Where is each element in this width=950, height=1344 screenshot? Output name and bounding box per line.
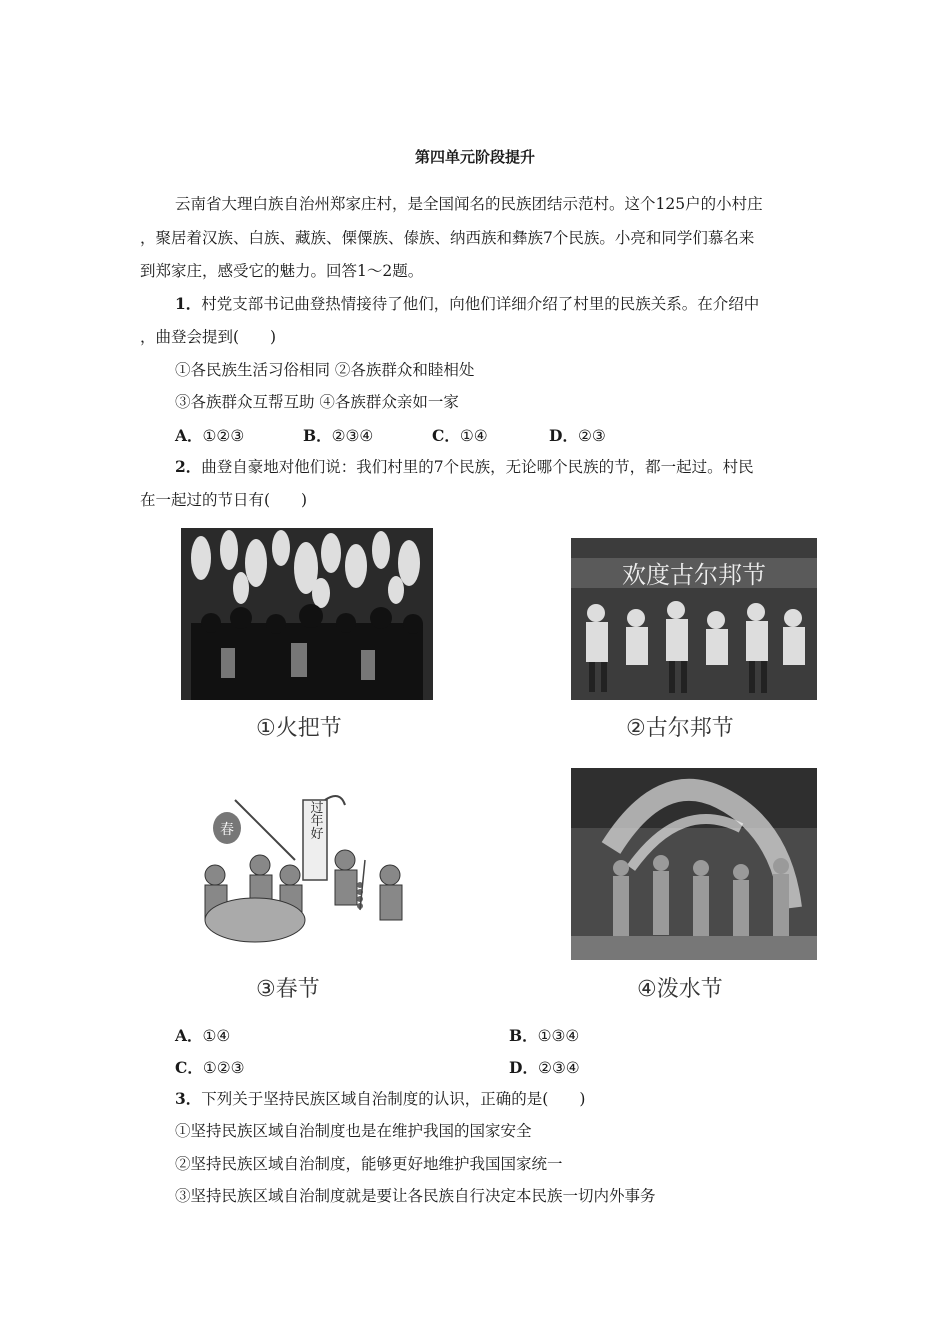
question-2-option-a[interactable] [175, 1024, 230, 1046]
flag-text: 过年好 [307, 800, 323, 840]
option-letter: B． [303, 426, 332, 445]
option-text: ①③④ [537, 1027, 580, 1045]
spring-festival-drawing [185, 780, 435, 960]
question-2-option-d[interactable] [509, 1056, 580, 1078]
torch-festival-photo [181, 528, 433, 700]
option-text: ①④ [202, 1027, 231, 1045]
intro-line-2: ，聚居着汉族、白族、藏族、傈僳族、傣族、纳西族和彝族7个民族。小亮和同学们慕名来 [140, 229, 755, 247]
question-1-option-c[interactable] [432, 424, 488, 446]
question-1-stem: 村党支部书记曲登热情接待了他们，向他们详细介绍了村里的民族关系。在介绍中 [201, 295, 760, 313]
question-3-item-3: ③坚持民族区域自治制度就是要让各民族自行决定本民族一切内外事务 [175, 1187, 656, 1205]
question-1-option-a[interactable] [175, 424, 244, 446]
question-2-line-2: 在一起过的节日有( ) [140, 491, 308, 509]
question-3-item-2: ②坚持民族区域自治制度，能够更好地维护我国国家统一 [175, 1155, 563, 1173]
question-2-stem: 曲登自豪地对他们说：我们村里的7个民族，无论哪个民族的节，都一起过。村民 [201, 458, 754, 476]
option-text: ①④ [459, 427, 488, 445]
question-1-number: 1． [175, 294, 202, 313]
option-letter: C． [175, 1058, 203, 1077]
caption-torch-festival: ①火把节 [256, 716, 342, 741]
torch-festival-illustration [181, 528, 433, 700]
caption-water-festival: ④泼水节 [637, 977, 723, 1002]
eid-banner-text: 欢度古尔邦节 [622, 561, 766, 589]
option-letter: A． [175, 426, 203, 445]
question-1-line-2: ，曲登会提到( ) [140, 328, 277, 346]
question-3-stem: 下列关于坚持民族区域自治制度的认识，正确的是( ) [201, 1090, 586, 1108]
question-1-option-b[interactable] [303, 424, 373, 446]
question-1-item-1: ①各民族生活习俗相同 ②各族群众和睦相处 [175, 361, 475, 379]
question-2-option-b[interactable] [509, 1024, 579, 1046]
option-letter: D． [549, 426, 578, 445]
intro-line-3: 到郑家庄，感受它的魅力。回答1～2题。 [140, 262, 424, 280]
question-2-line-1 [175, 457, 754, 477]
question-3-number: 3． [175, 1089, 202, 1108]
option-text: ②③ [577, 427, 606, 445]
eid-festival-photo [571, 538, 817, 700]
option-letter: C． [432, 426, 460, 445]
water-festival-illustration [571, 768, 817, 960]
intro-line-1: 云南省大理白族自治州郑家庄村，是全国闻名的民族团结示范村。这个125户的小村庄 [175, 195, 763, 213]
option-text: ①②③ [202, 427, 245, 445]
option-letter: D． [509, 1058, 538, 1077]
page-title: 第四单元阶段提升 [414, 148, 535, 166]
question-1-option-d[interactable] [549, 424, 606, 446]
option-text: ②③④ [537, 1059, 580, 1077]
question-1-item-2: ③各族群众互帮互助 ④各族群众亲如一家 [175, 393, 459, 411]
question-2-number: 2． [175, 457, 202, 476]
caption-eid-festival: ②古尔邦节 [626, 716, 734, 741]
option-letter: A． [175, 1026, 203, 1045]
water-festival-photo [571, 768, 817, 960]
question-3-item-1: ①坚持民族区域自治制度也是在维护我国的国家安全 [175, 1122, 532, 1140]
question-3-line-1 [175, 1089, 585, 1109]
caption-spring-festival: ③春节 [256, 977, 320, 1002]
option-text: ②③④ [331, 427, 374, 445]
spring-festival-illustration [185, 780, 435, 960]
question-2-option-c[interactable] [175, 1056, 245, 1078]
option-letter: B． [509, 1026, 538, 1045]
eid-festival-illustration [571, 538, 817, 700]
question-1-line-1 [175, 294, 759, 314]
option-text: ①②③ [202, 1059, 245, 1077]
lantern-text: 春 [220, 822, 234, 838]
